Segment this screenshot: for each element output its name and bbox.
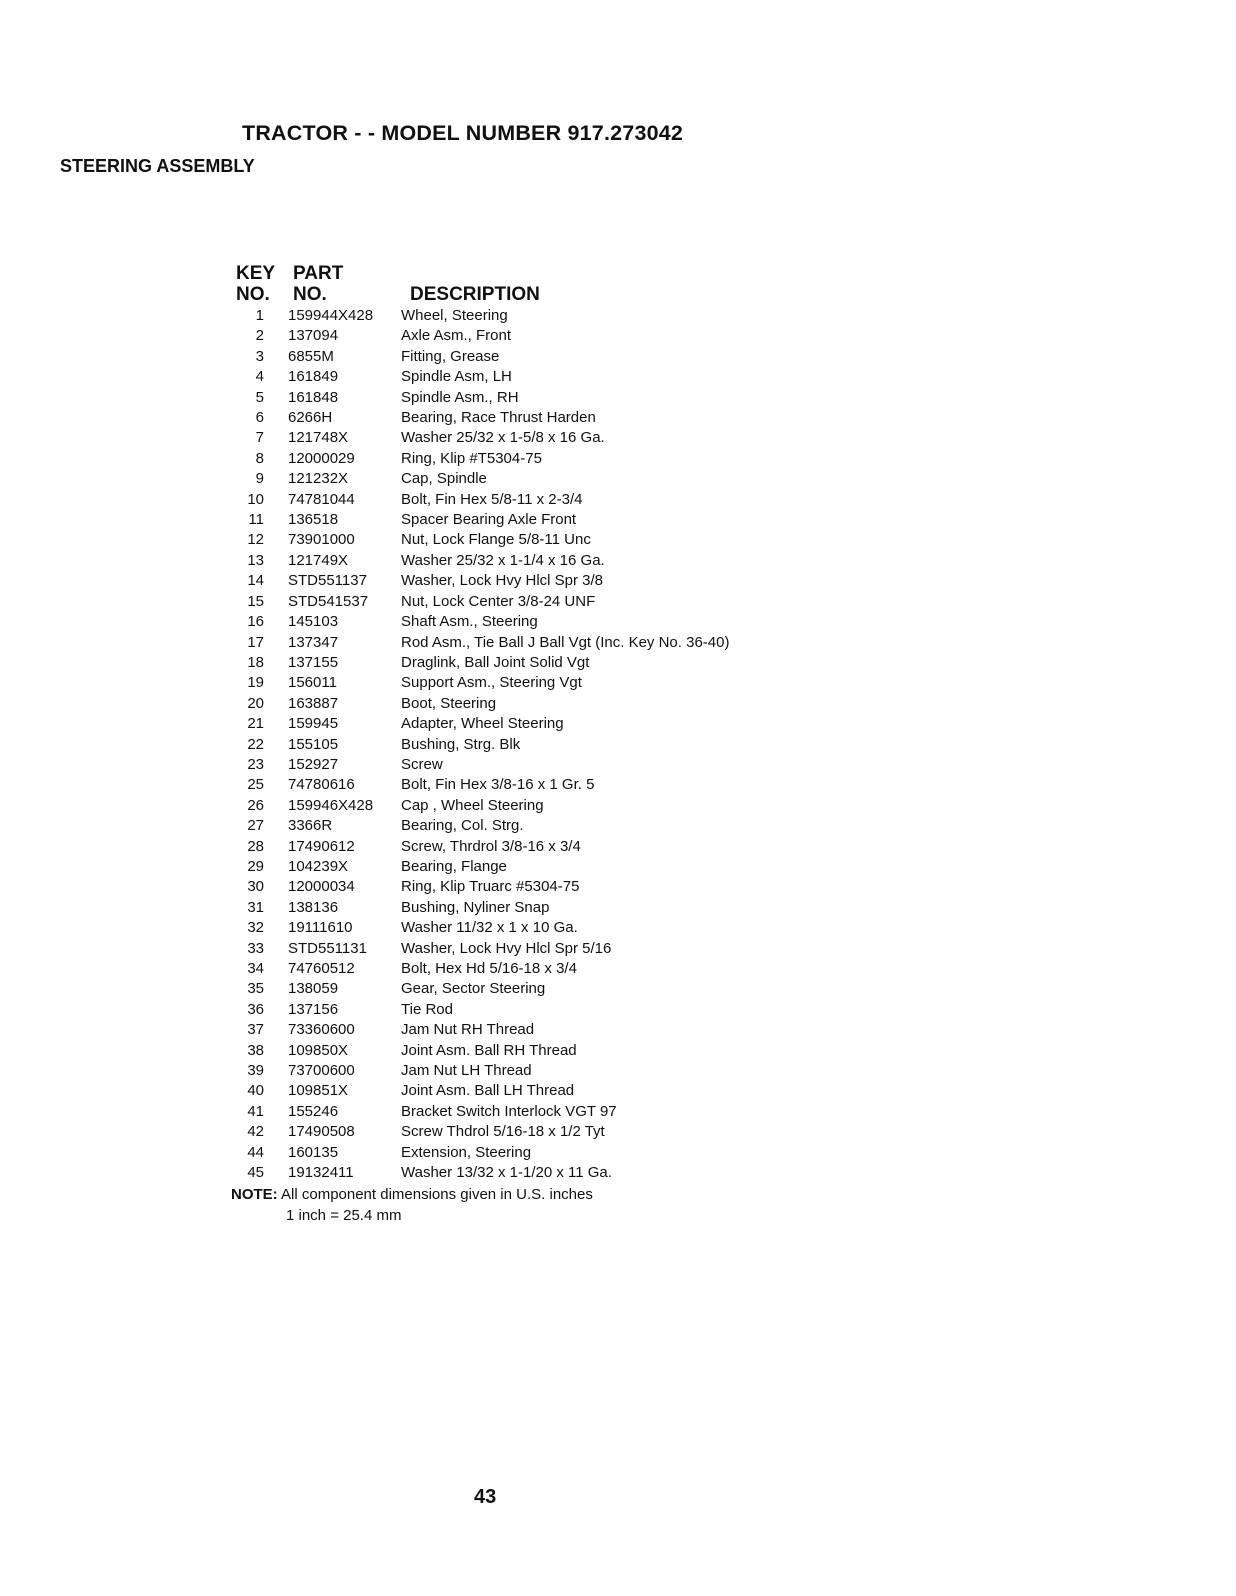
part-description: Bearing, Race Thrust Harden [401, 409, 596, 427]
part-number: 137094 [288, 327, 339, 345]
parts-row [0, 612, 1236, 632]
part-number: 19132411 [288, 1164, 354, 1182]
key-number: 32 [247, 919, 264, 937]
key-header-line1: KEY [236, 263, 276, 284]
note-conversion: 1 inch = 25.4 mm [286, 1207, 402, 1224]
parts-row [0, 306, 1236, 326]
part-number: 161848 [288, 388, 339, 406]
part-number: 121749X [288, 551, 349, 569]
parts-row [0, 959, 1236, 979]
parts-row [0, 510, 1236, 530]
key-number: 3 [255, 347, 264, 365]
part-number: 137156 [288, 1000, 339, 1018]
part-number: 155105 [288, 735, 339, 753]
page-number: 43 [474, 1486, 497, 1508]
key-number: 18 [247, 653, 264, 671]
part-description: Jam Nut LH Thread [401, 1062, 532, 1080]
part-description: Axle Asm., Front [401, 327, 512, 345]
part-description: Washer, Lock Hvy Hlcl Spr 5/16 [401, 939, 612, 957]
part-description: Washer, Lock Hvy Hlcl Spr 3/8 [401, 572, 604, 590]
parts-row [0, 979, 1236, 999]
part-number: 73700600 [288, 1062, 355, 1080]
section-title: STEERING ASSEMBLY [60, 156, 255, 176]
parts-row [0, 1102, 1236, 1122]
part-number: 109850X [288, 1041, 349, 1059]
part-number: 6855M [288, 347, 334, 365]
part-number: 159946X428 [288, 796, 374, 814]
parts-row [0, 1081, 1236, 1101]
key-number: 7 [255, 429, 264, 447]
part-description: Nut, Lock Center 3/8-24 UNF [401, 592, 596, 610]
parts-row [0, 347, 1236, 367]
part-number: 6266H [288, 409, 333, 427]
key-number: 26 [247, 796, 264, 814]
parts-row [0, 408, 1236, 428]
key-number: 20 [247, 694, 264, 712]
part-number: 104239X [288, 857, 349, 875]
parts-row [0, 388, 1236, 408]
part-number: 161849 [288, 368, 339, 386]
parts-row [0, 673, 1236, 693]
part-number: 12000034 [288, 878, 355, 896]
key-number: 35 [247, 980, 264, 998]
part-number: 137347 [288, 633, 339, 651]
key-number: 12 [247, 531, 264, 549]
key-number: 40 [247, 1082, 264, 1100]
part-number: 152927 [288, 755, 339, 773]
part-header-line1: PART [293, 263, 344, 284]
parts-row [0, 367, 1236, 387]
key-number: 16 [247, 613, 264, 631]
key-number: 45 [247, 1164, 264, 1182]
part-description: Wheel, Steering [401, 307, 508, 324]
key-number: 37 [247, 1021, 264, 1039]
part-description: Washer 25/32 x 1-5/8 x 16 Ga. [401, 429, 605, 447]
key-number: 4 [255, 368, 264, 386]
part-number: 121748X [288, 429, 349, 447]
parts-row [0, 490, 1236, 510]
part-number: 136518 [288, 511, 339, 529]
parts-row [0, 530, 1236, 550]
part-description: Support Asm., Steering Vgt [401, 674, 582, 692]
part-description: Washer 25/32 x 1-1/4 x 16 Ga. [401, 551, 605, 569]
part-description: Fitting, Grease [401, 347, 500, 365]
key-number: 38 [247, 1041, 264, 1059]
part-description: Bolt, Fin Hex 5/8-11 x 2-3/4 [401, 490, 583, 508]
part-description: Bolt, Fin Hex 3/8-16 x 1 Gr. 5 [401, 776, 595, 794]
part-description: Spacer Bearing Axle Front [401, 511, 577, 529]
key-number: 14 [247, 572, 264, 590]
part-description: Rod Asm., Tie Ball J Ball Vgt (Inc. Key No. 36-40) [401, 633, 730, 651]
parts-list [0, 306, 1236, 1183]
part-number: 3366R [288, 817, 333, 835]
part-description: Screw, Thrdrol 3/8-16 x 3/4 [401, 837, 581, 855]
part-description: Draglink, Ball Joint Solid Vgt [401, 653, 590, 671]
part-description: Ring, Klip Truarc #5304-75 [401, 878, 580, 896]
parts-row [0, 898, 1236, 918]
parts-row [0, 653, 1236, 673]
key-number: 44 [247, 1143, 264, 1161]
key-number: 17 [247, 633, 264, 651]
parts-row [0, 1020, 1236, 1040]
part-description: Cap , Wheel Steering [401, 796, 544, 814]
part-description: Adapter, Wheel Steering [401, 715, 564, 733]
key-number: 1 [255, 307, 264, 324]
part-number: 74781044 [288, 490, 355, 508]
part-number: 137155 [288, 653, 339, 671]
parts-row [0, 755, 1236, 775]
part-number: 121232X [288, 470, 349, 488]
part-number: 138059 [288, 980, 339, 998]
part-description: Jam Nut RH Thread [401, 1021, 535, 1039]
key-number: 5 [255, 388, 264, 406]
part-number: 19111610 [288, 919, 353, 937]
key-number: 11 [248, 511, 264, 529]
part-number: 159945 [288, 715, 339, 733]
parts-row [0, 449, 1236, 469]
parts-row [0, 1000, 1236, 1020]
parts-row [0, 1163, 1236, 1183]
part-number: 12000029 [288, 449, 355, 467]
parts-row [0, 735, 1236, 755]
key-number: 2 [255, 327, 264, 345]
part-description: Joint Asm. Ball RH Thread [401, 1041, 577, 1059]
key-number: 15 [247, 592, 264, 610]
key-number: 8 [255, 449, 264, 467]
part-description: Washer 13/32 x 1-1/20 x 11 Ga. [401, 1164, 612, 1182]
part-description: Joint Asm. Ball LH Thread [401, 1082, 575, 1100]
key-number: 30 [247, 878, 264, 896]
part-description: Bushing, Nyliner Snap [401, 898, 550, 916]
part-number: 163887 [288, 694, 339, 712]
part-description: Cap, Spindle [401, 470, 487, 488]
key-number: 27 [247, 817, 264, 835]
part-number: STD541537 [288, 592, 369, 610]
key-number: 25 [247, 776, 264, 794]
key-number: 13 [247, 551, 264, 569]
key-number: 22 [247, 735, 264, 753]
parts-row [0, 816, 1236, 836]
part-number: 145103 [288, 613, 339, 631]
page-title: TRACTOR - - MODEL NUMBER 917.273042 [242, 121, 684, 145]
part-description: Ring, Klip #T5304-75 [401, 449, 542, 467]
key-number: 31 [247, 898, 264, 916]
description-header: DESCRIPTION [410, 284, 540, 305]
part-description: Bearing, Col. Strg. [401, 817, 524, 835]
key-number: 19 [247, 674, 264, 692]
part-header-line2: NO. [293, 284, 327, 305]
parts-row [0, 428, 1236, 448]
parts-row [0, 326, 1236, 346]
note-label: NOTE: [231, 1186, 278, 1203]
parts-row [0, 877, 1236, 897]
part-description: Spindle Asm, LH [401, 368, 512, 386]
part-description: Washer 11/32 x 1 x 10 Ga. [401, 919, 578, 937]
key-number: 33 [247, 939, 264, 957]
key-number: 29 [247, 857, 264, 875]
part-description: Gear, Sector Steering [401, 980, 546, 998]
part-description: Screw [401, 755, 443, 773]
part-description: Bearing, Flange [401, 857, 507, 875]
part-description: Bracket Switch Interlock VGT 97 [401, 1102, 617, 1120]
key-number: 23 [247, 755, 264, 773]
key-header-line2: NO. [236, 284, 270, 305]
key-number: 36 [247, 1000, 264, 1018]
parts-row [0, 939, 1236, 959]
key-number: 34 [247, 960, 264, 977]
parts-row [0, 694, 1236, 714]
parts-row [0, 633, 1236, 653]
part-description: Extension, Steering [401, 1143, 532, 1161]
part-number: 156011 [288, 674, 337, 692]
parts-row [0, 571, 1236, 591]
part-number: 17490612 [288, 837, 355, 855]
note [231, 1186, 593, 1203]
parts-row [0, 918, 1236, 938]
parts-row [0, 469, 1236, 489]
parts-row [0, 714, 1236, 734]
part-number: 159944X428 [288, 307, 374, 324]
part-description: Boot, Steering [401, 694, 497, 712]
key-number: 6 [255, 409, 264, 427]
part-description: Tie Rod [401, 1000, 453, 1018]
key-number: 28 [247, 837, 264, 855]
parts-row [0, 592, 1236, 612]
parts-row [0, 775, 1236, 795]
part-description: Screw Thdrol 5/16-18 x 1/2 Tyt [401, 1123, 605, 1141]
key-number: 41 [247, 1102, 264, 1120]
part-description: Nut, Lock Flange 5/8-11 Unc [401, 531, 591, 549]
key-number: 10 [247, 490, 264, 508]
part-number: STD551137 [288, 572, 367, 590]
part-description: Spindle Asm., RH [401, 388, 519, 406]
part-description: Shaft Asm., Steering [401, 613, 538, 631]
parts-row [0, 857, 1236, 877]
part-description: Bushing, Strg. Blk [401, 735, 521, 753]
part-number: 138136 [288, 898, 339, 916]
parts-row [0, 551, 1236, 571]
key-number: 9 [255, 470, 264, 488]
part-number: 155246 [288, 1102, 339, 1120]
part-number: 73360600 [288, 1021, 355, 1039]
part-number: 109851X [288, 1082, 349, 1100]
parts-row [0, 1122, 1236, 1142]
parts-row [0, 837, 1236, 857]
part-description: Bolt, Hex Hd 5/16-18 x 3/4 [401, 960, 577, 977]
parts-row [0, 796, 1236, 816]
part-number: 17490508 [288, 1123, 355, 1141]
key-number: 39 [247, 1062, 264, 1080]
part-number: 74760512 [288, 960, 355, 977]
parts-row [0, 1041, 1236, 1061]
part-number: STD551131 [288, 939, 367, 957]
parts-row [0, 1061, 1236, 1081]
part-number: 160135 [288, 1143, 339, 1161]
key-number: 21 [247, 715, 264, 733]
key-number: 42 [247, 1123, 264, 1141]
part-number: 73901000 [288, 531, 355, 549]
parts-row [0, 1143, 1236, 1163]
note-text: All component dimensions given in U.S. inches [281, 1186, 593, 1203]
part-number: 74780616 [288, 776, 355, 794]
